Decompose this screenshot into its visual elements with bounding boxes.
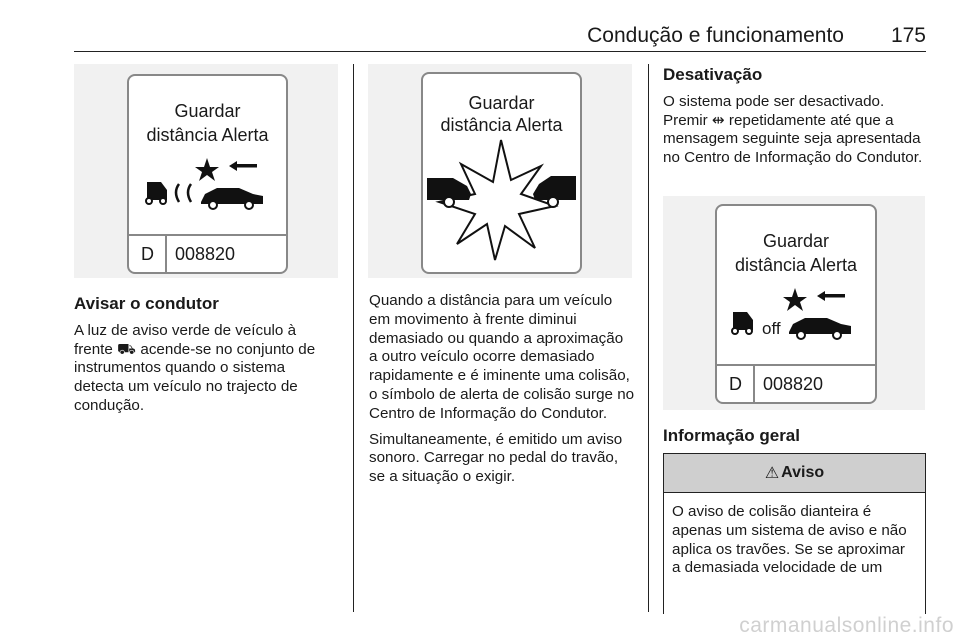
page-number: 175 xyxy=(890,24,926,47)
page-title: Condução e funcionamento xyxy=(587,24,844,47)
paragraph: Simultaneamente, é emitido um aviso sonoro. Carregar no pedal do travão, se a situação o exigir. xyxy=(369,430,623,486)
display-odometer: 008820 xyxy=(175,244,236,264)
collision-warning-star-icon xyxy=(423,136,580,266)
display-line-2: distância Alerta xyxy=(146,125,269,145)
figure-collision-alert-display xyxy=(368,64,632,278)
watermark: carmanualsonline.info xyxy=(739,614,954,637)
paragraph: Quando a distância para um veículo em movimento à frente diminui demasiado ou quando a aproximação a outro veículo ocorre demasiado rapidamente e é iminente uma colisão, o símbolo de alerta de colisão surge no Centro de Informação do Condutor. xyxy=(369,292,635,422)
section-heading-avisar: Avisar o condutor xyxy=(74,294,219,313)
display-line-2: distância Alerta xyxy=(440,115,563,135)
column-2 xyxy=(369,292,635,494)
vehicle-ahead-icon xyxy=(139,156,279,216)
column-1 xyxy=(74,295,338,423)
section-heading-informacao-geral: Informação geral xyxy=(663,426,800,445)
column-divider-2 xyxy=(648,64,649,612)
warning-triangle-icon: ⚠ xyxy=(764,465,780,482)
warning-header xyxy=(664,454,925,493)
display-panel xyxy=(421,72,582,274)
section-heading-desativacao: Desativação xyxy=(663,65,763,84)
vehicle-ahead-off-icon xyxy=(725,286,865,346)
paragraph: A luz de aviso verde de veículo à frente ⛟ acende-se no conjunto de instrumentos quando o sistema detecta um veículo no trajecto de condução. xyxy=(74,321,316,414)
display-gear: D xyxy=(729,374,742,394)
display-line-1: Guardar xyxy=(468,93,535,113)
column-divider-1 xyxy=(353,64,354,612)
figure-distance-alert-off-display xyxy=(663,196,925,410)
warning-box xyxy=(663,453,926,614)
paragraph: O sistema pode ser desactivado. Premir ⇹ repetidamente até que a mensagem seguinte seja apresentada no Centro de Informação do Condutor. xyxy=(663,92,923,167)
display-line-1: Guardar xyxy=(174,101,241,121)
page-header xyxy=(74,0,926,52)
warning-label: Aviso xyxy=(781,464,825,481)
display-odometer: 008820 xyxy=(763,374,824,394)
display-panel xyxy=(715,204,877,404)
display-line-1: Guardar xyxy=(762,231,830,251)
column-3-lower xyxy=(663,427,925,454)
warning-text: O aviso de colisão dianteira é apenas um sistema de aviso e não aplica os travões. Se se aproximar a demasiada velocidade de um xyxy=(672,503,907,577)
display-off-label: off xyxy=(762,319,781,338)
display-panel xyxy=(127,74,288,274)
figure-distance-alert-display xyxy=(74,64,338,278)
display-line-2: distância Alerta xyxy=(734,255,858,275)
column-3 xyxy=(663,66,925,175)
display-gear: D xyxy=(141,244,154,264)
